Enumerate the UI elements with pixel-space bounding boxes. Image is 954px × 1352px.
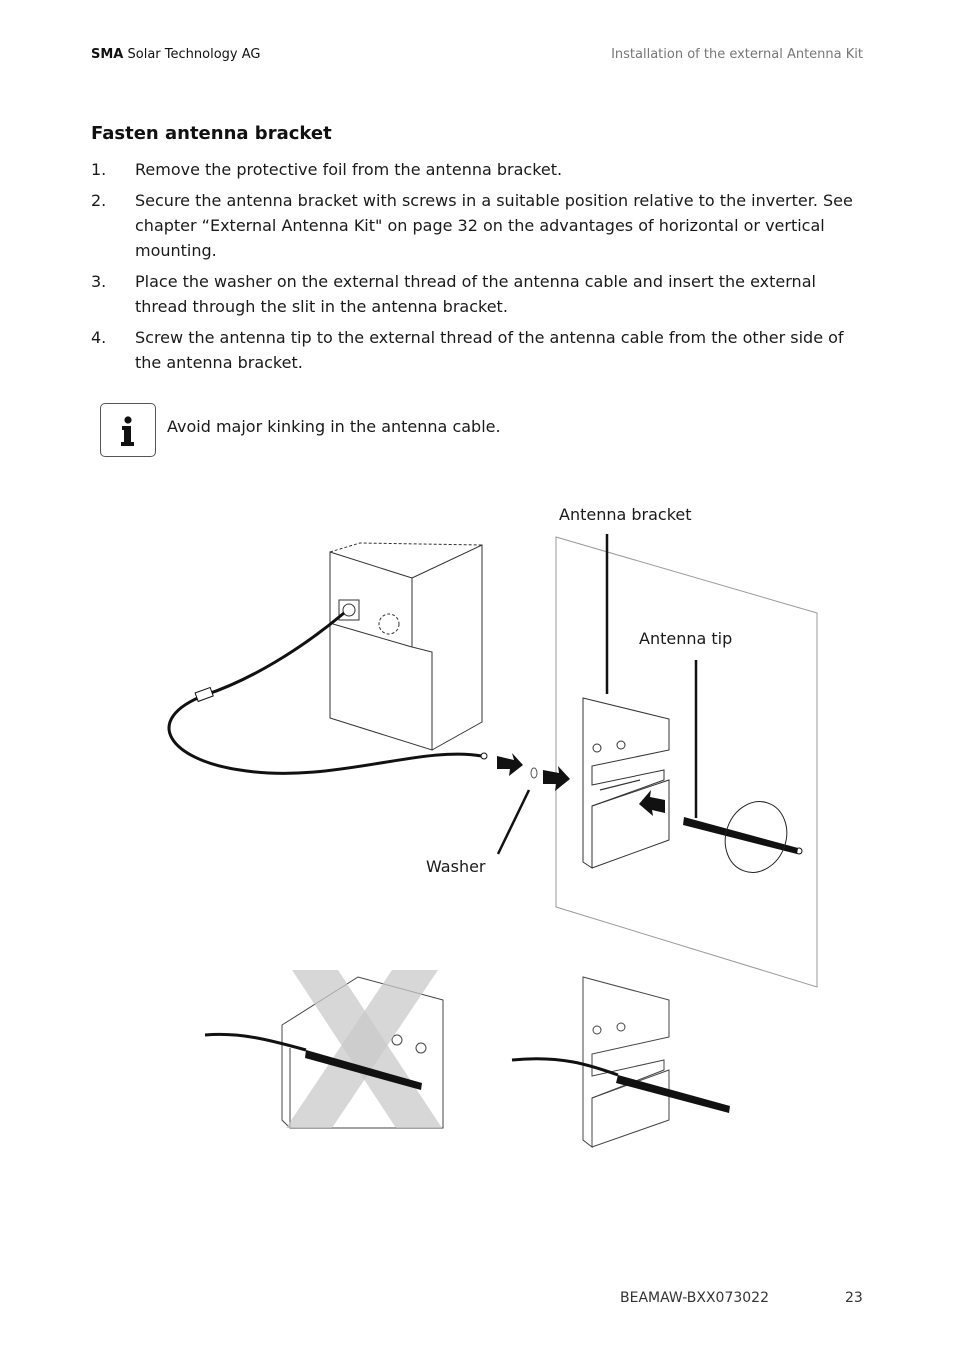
step-text: Screw the antenna tip to the external thread of the antenna cable from the other side of the antenna bracket. <box>135 328 844 372</box>
page-number: 23 <box>845 1290 863 1306</box>
step-number: 1. <box>91 160 107 179</box>
installation-illustration <box>0 480 954 1170</box>
step-text: Secure the antenna bracket with screws in a suitable position relative to the inverter. See chapter “External Antenna Kit" on page 32 on the advantages of horizontal or vertical mounting. <box>135 191 853 260</box>
label-antenna-bracket: Antenna bracket <box>559 505 692 524</box>
label-antenna-tip: Antenna tip <box>639 629 733 648</box>
brand-name: SMA <box>91 47 124 62</box>
header-left <box>91 47 260 62</box>
info-icon <box>100 403 156 457</box>
section-title: Fasten antenna bracket <box>91 123 332 144</box>
step-item <box>91 157 866 182</box>
document-code: BEAMAW-BXX073022 <box>620 1290 769 1306</box>
label-washer: Washer <box>426 857 486 876</box>
header-section-title: Installation of the external Antenna Kit <box>611 47 863 62</box>
step-number: 3. <box>91 272 107 291</box>
company-name: Solar Technology AG <box>127 47 261 62</box>
step-text: Remove the protective foil from the antenna bracket. <box>135 160 563 179</box>
note-text: Avoid major kinking in the antenna cable. <box>167 417 501 436</box>
step-number: 2. <box>91 191 107 210</box>
instruction-steps <box>91 157 866 381</box>
step-number: 4. <box>91 328 107 347</box>
step-item <box>91 325 866 375</box>
step-item <box>91 269 866 319</box>
step-text: Place the washer on the external thread of the antenna cable and insert the external thread through the slit in the antenna bracket. <box>135 272 816 316</box>
step-item <box>91 188 866 263</box>
